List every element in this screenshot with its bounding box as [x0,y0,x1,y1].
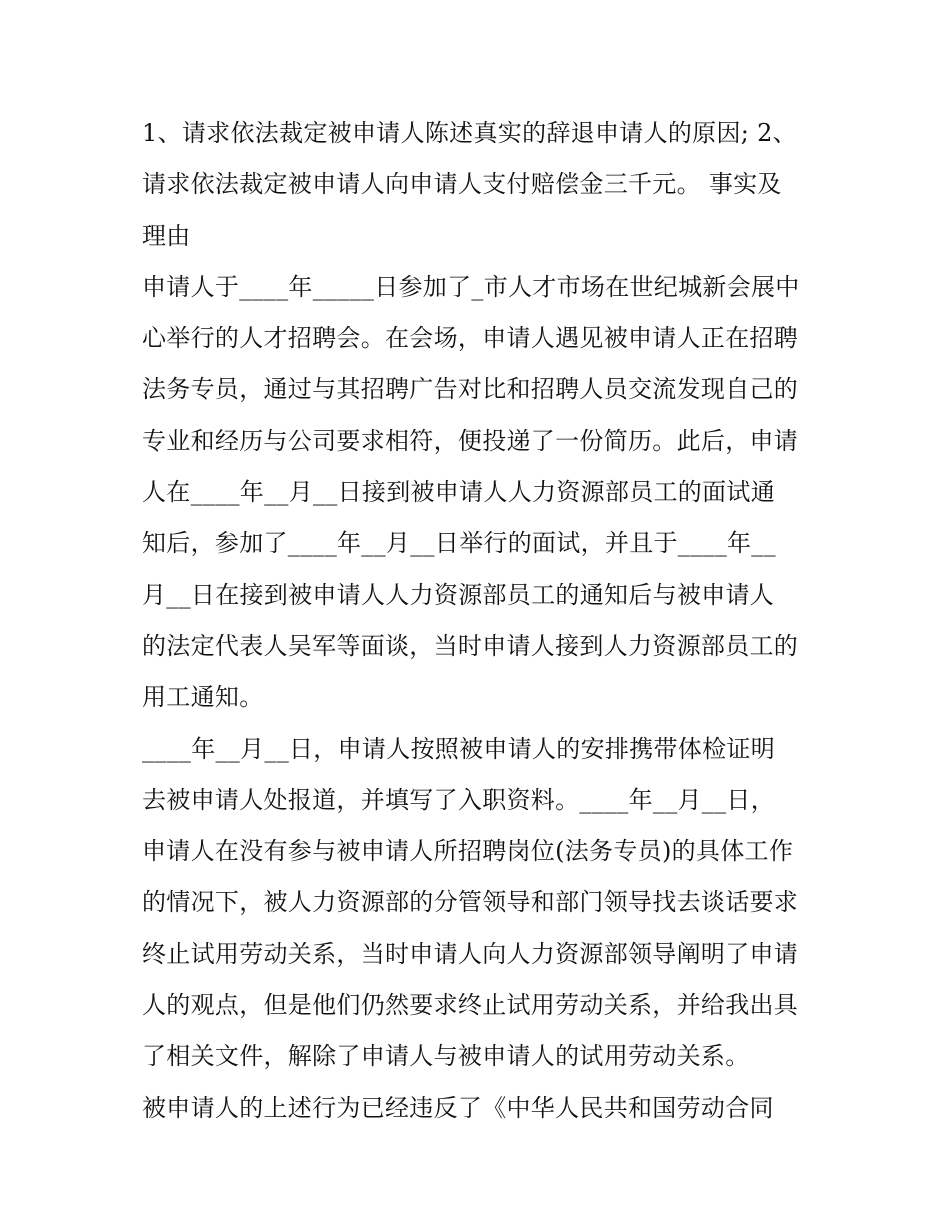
text-line: 的法定代表人吴军等面谈，当时申请人接到人力资源部员工的 [142,631,799,660]
text-line: 申请人于____年_____日参加了_市人才市场在世纪城新会展中 [142,272,800,301]
text-line: 法务专员，通过与其招聘广告对比和招聘人员交流发现自己的 [142,375,799,404]
text-line: 1、请求依法裁定被申请人陈述真实的辞退申请人的原因; 2、 [142,119,797,147]
text-line: 人的观点，但是他们仍然要求终止试用劳动关系，并给我出具 [142,991,799,1020]
text-line: 被申请人的上述行为已经违反了《中华人民共和国劳动合同 [142,1093,774,1122]
text-line: 理由 [142,221,191,250]
text-line: 了相关文件，解除了申请人与被申请人的试用劳动关系。 [142,1042,750,1071]
document-page [142,108,822,1134]
text-line: 申请人在没有参与被申请人所招聘岗位(法务专员)的具体工作 [142,837,794,866]
text-line: 用工通知。 [142,683,264,712]
text-line: 请求依法裁定被申请人向申请人支付赔偿金三千元。 事实及 [142,170,782,199]
text-line: 心举行的人才招聘会。在会场，申请人遇见被申请人正在招聘 [142,324,799,353]
text-line: ____年__月__日，申请人按照被申请人的安排携带体检证明 [142,734,775,763]
text-line: 专业和经历与公司要求相符，便投递了一份简历。此后，申请 [142,426,799,455]
text-line: 月__日在接到被申请人人力资源部员工的通知后与被申请人 [142,580,775,609]
text-line: 终止试用劳动关系，当时申请人向人力资源部领导阐明了申请 [142,939,799,968]
text-line: 去被申请人处报道，并填写了入职资料。____年__月__日， [142,785,775,814]
text-line: 人在____年__月__日接到被申请人人力资源部员工的面试通 [142,478,775,507]
text-line: 的情况下，被人力资源部的分管领导和部门领导找去谈话要求 [142,888,799,917]
text-line: 知后，参加了____年__月__日举行的面试，并且于____年__ [142,529,776,558]
